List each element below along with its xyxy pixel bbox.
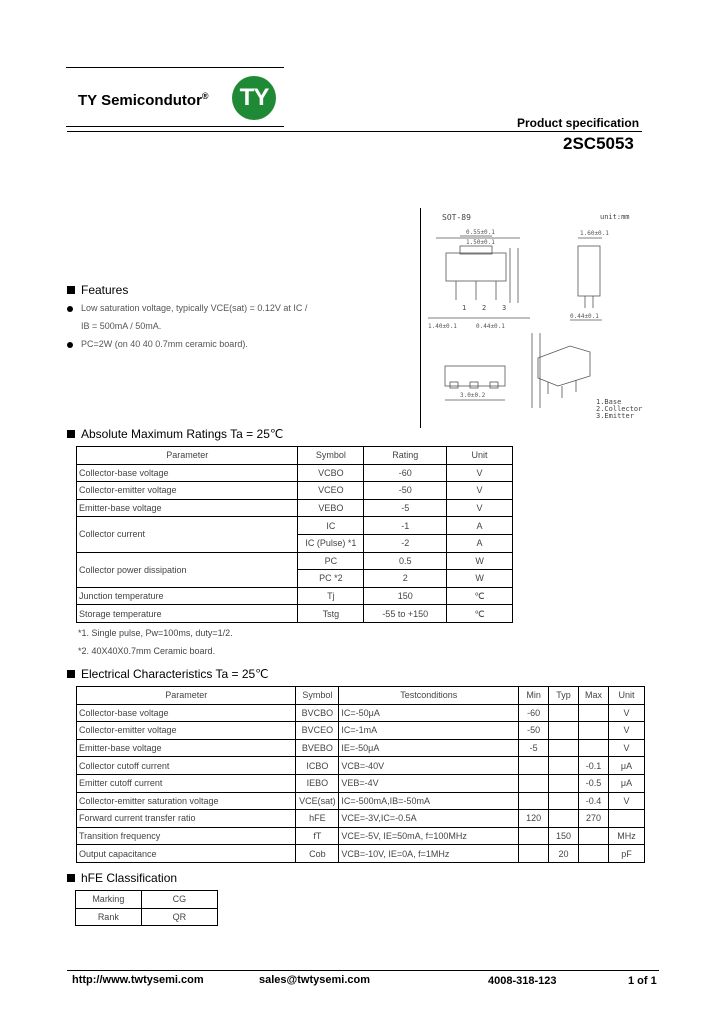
symbol-cell: fT — [296, 827, 339, 845]
cond-cell: VCB=-40V — [339, 757, 519, 775]
hfe-title: hFE Classification — [81, 871, 178, 885]
symbol-cell: PC *2 — [298, 570, 364, 588]
table-row — [77, 482, 513, 500]
cond-cell: IC=-500mA,IB=-50mA — [339, 792, 519, 810]
bullet-icon — [67, 342, 73, 348]
electrical-table — [76, 686, 645, 863]
rating-cell: 150 — [364, 587, 447, 605]
table-row — [77, 722, 645, 740]
hfe-label-cell: Rank — [76, 908, 142, 926]
table-row — [77, 464, 513, 482]
rating-cell: -1 — [364, 517, 447, 535]
min-cell — [519, 827, 549, 845]
unit-cell: V — [608, 722, 644, 740]
table-row — [77, 517, 513, 535]
unit-cell: μA — [608, 774, 644, 792]
abs-max-title: Absolute Maximum Ratings Ta = 25℃ — [81, 427, 284, 441]
table-row — [77, 792, 645, 810]
symbol-cell: IC (Pulse) *1 — [298, 534, 364, 552]
features-title: Features — [81, 283, 129, 297]
pin-label-collector: 2.Collector — [596, 405, 643, 413]
unit-cell: V — [608, 739, 644, 757]
symbol-cell: ICBO — [296, 757, 339, 775]
table-row — [77, 757, 645, 775]
table-header-row — [77, 687, 645, 705]
unit-cell: ℃ — [447, 605, 513, 623]
symbol-cell: Cob — [296, 845, 339, 863]
param-cell: Forward current transfer ratio — [77, 810, 296, 828]
cond-cell: VCB=-10V, IE=0A, f=1MHz — [339, 845, 519, 863]
header-cell: Symbol — [296, 687, 339, 705]
rating-cell: 2 — [364, 570, 447, 588]
symbol-cell: Tj — [298, 587, 364, 605]
cond-cell: VCE=-5V, IE=50mA, f=100MHz — [339, 827, 519, 845]
hfe-label-cell: Marking — [76, 891, 142, 909]
max-cell — [579, 739, 609, 757]
symbol-cell: VCE(sat) — [296, 792, 339, 810]
package-unit: unit:mm — [600, 213, 630, 221]
param-cell: Collector-emitter voltage — [77, 482, 298, 500]
unit-cell: V — [608, 704, 644, 722]
typ-cell — [549, 722, 579, 740]
footer-url[interactable]: http://www.twtysemi.com — [72, 974, 204, 986]
min-cell — [519, 757, 549, 775]
table-row — [77, 827, 645, 845]
svg-text:1.50±0.1: 1.50±0.1 — [466, 239, 495, 246]
table-row — [77, 587, 513, 605]
symbol-cell: IEBO — [296, 774, 339, 792]
header-cell: Max — [579, 687, 609, 705]
pin-number-1: 1 — [462, 304, 467, 312]
svg-text:0.44±0.1: 0.44±0.1 — [476, 323, 505, 330]
unit-cell: MHz — [608, 827, 644, 845]
unit-cell: ℃ — [447, 587, 513, 605]
symbol-cell: VCBO — [298, 464, 364, 482]
symbol-cell: IC — [298, 517, 364, 535]
svg-text:1.40±0.1: 1.40±0.1 — [428, 323, 457, 330]
abs-max-note-2: *2. 40X40X0.7mm Ceramic board. — [78, 646, 216, 656]
param-cell: Collector current — [77, 517, 298, 552]
unit-cell: V — [447, 464, 513, 482]
unit-cell: V — [608, 792, 644, 810]
cond-cell: IE=-50μA — [339, 739, 519, 757]
typ-cell — [549, 792, 579, 810]
rating-cell: -50 — [364, 482, 447, 500]
unit-cell: A — [447, 517, 513, 535]
footer-email[interactable]: sales@twtysemi.com — [259, 974, 370, 986]
hfe-value-cell: CG — [141, 891, 217, 909]
electrical-title: Electrical Characteristics Ta = 25℃ — [81, 667, 269, 681]
unit-cell — [608, 810, 644, 828]
brand-name — [78, 91, 209, 109]
table-row — [77, 810, 645, 828]
unit-cell: W — [447, 552, 513, 570]
header-cell: Unit — [608, 687, 644, 705]
table-row — [76, 908, 218, 926]
cond-cell: VCE=-3V,IC=-0.5A — [339, 810, 519, 828]
pin-number-3: 3 — [502, 304, 507, 312]
max-cell: -0.5 — [579, 774, 609, 792]
table-row — [76, 891, 218, 909]
spec-rule — [67, 131, 642, 132]
rating-cell: -55 to +150 — [364, 605, 447, 623]
unit-cell: V — [447, 499, 513, 517]
header-rule-top — [66, 67, 284, 68]
brand-text: TY Semicondutor — [78, 92, 202, 109]
symbol-cell: VCEO — [298, 482, 364, 500]
registered-mark: ® — [201, 91, 209, 101]
pin-label-emitter: 3.Emitter — [596, 412, 634, 420]
svg-text:0.55±0.1: 0.55±0.1 — [466, 229, 495, 236]
header-cell: Parameter — [77, 447, 298, 465]
cond-cell: IC=-1mA — [339, 722, 519, 740]
hfe-table — [75, 890, 218, 926]
param-cell: Collector-emitter saturation voltage — [77, 792, 296, 810]
table-row — [77, 552, 513, 570]
section-square-icon — [67, 286, 75, 294]
hfe-heading — [67, 871, 177, 885]
min-cell: -50 — [519, 722, 549, 740]
param-cell: Emitter-base voltage — [77, 499, 298, 517]
table-row — [77, 774, 645, 792]
param-cell: Collector-base voltage — [77, 464, 298, 482]
table-row — [77, 605, 513, 623]
header-cell: Testconditions — [339, 687, 519, 705]
svg-text:0.44±0.1: 0.44±0.1 — [570, 313, 599, 320]
header-cell: Rating — [364, 447, 447, 465]
table-row — [77, 499, 513, 517]
table-header-row — [77, 447, 513, 465]
typ-cell — [549, 810, 579, 828]
symbol-cell: BVEBO — [296, 739, 339, 757]
symbol-cell: BVCEO — [296, 722, 339, 740]
param-cell: Collector-base voltage — [77, 704, 296, 722]
min-cell — [519, 774, 549, 792]
min-cell — [519, 845, 549, 863]
feature-item-1: Low saturation voltage, typically VCE(sat) = 0.12V at IC / — [67, 303, 307, 313]
param-cell: Collector power dissipation — [77, 552, 298, 587]
feature-item-1-cont: IB = 500mA / 50mA. — [81, 321, 162, 331]
company-logo: TY — [232, 76, 276, 120]
header-cell: Min — [519, 687, 549, 705]
rating-cell: -5 — [364, 499, 447, 517]
table-row — [77, 739, 645, 757]
abs-max-heading — [67, 427, 283, 441]
typ-cell — [549, 757, 579, 775]
param-cell: Storage temperature — [77, 605, 298, 623]
rating-cell: 0.5 — [364, 552, 447, 570]
param-cell: Collector cutoff current — [77, 757, 296, 775]
product-spec-label: Product specification — [517, 116, 640, 130]
header-rule-bottom — [66, 126, 284, 127]
rating-cell: -2 — [364, 534, 447, 552]
feature-item-2: PC=2W (on 40 40 0.7mm ceramic board). — [67, 339, 248, 349]
hfe-value-cell: QR — [141, 908, 217, 926]
cond-cell: IC=-50μA — [339, 704, 519, 722]
header-cell: Unit — [447, 447, 513, 465]
header-cell: Parameter — [77, 687, 296, 705]
symbol-cell: Tstg — [298, 605, 364, 623]
package-drawing — [420, 208, 643, 428]
cond-cell: VEB=-4V — [339, 774, 519, 792]
rating-cell: -60 — [364, 464, 447, 482]
typ-cell — [549, 704, 579, 722]
typ-cell — [549, 774, 579, 792]
features-heading — [67, 283, 128, 297]
footer-rule — [67, 970, 659, 971]
abs-max-note-1: *1. Single pulse, Pw=100ms, duty=1/2. — [78, 628, 233, 638]
section-square-icon — [67, 670, 75, 678]
header-cell: Typ — [549, 687, 579, 705]
symbol-cell: PC — [298, 552, 364, 570]
table-row — [77, 845, 645, 863]
max-cell — [579, 722, 609, 740]
param-cell: Output capacitance — [77, 845, 296, 863]
typ-cell: 20 — [549, 845, 579, 863]
package-outline-svg — [420, 208, 643, 428]
min-cell: -5 — [519, 739, 549, 757]
max-cell: 270 — [579, 810, 609, 828]
symbol-cell: BVCBO — [296, 704, 339, 722]
unit-cell: pF — [608, 845, 644, 863]
footer-page: 1 of 1 — [628, 975, 657, 987]
table-row — [77, 704, 645, 722]
electrical-heading — [67, 667, 269, 681]
unit-cell: W — [447, 570, 513, 588]
svg-text:1.60±0.1: 1.60±0.1 — [580, 230, 609, 237]
bullet-icon — [67, 306, 73, 312]
package-name: SOT-89 — [442, 213, 471, 222]
pin-number-2: 2 — [482, 304, 487, 312]
min-cell: -60 — [519, 704, 549, 722]
max-cell — [579, 845, 609, 863]
unit-cell: V — [447, 482, 513, 500]
unit-cell: A — [447, 534, 513, 552]
section-square-icon — [67, 430, 75, 438]
param-cell: Transition frequency — [77, 827, 296, 845]
param-cell: Emitter-base voltage — [77, 739, 296, 757]
header-cell: Symbol — [298, 447, 364, 465]
symbol-cell: VEBO — [298, 499, 364, 517]
param-cell: Collector-emitter voltage — [77, 722, 296, 740]
param-cell: Emitter cutoff current — [77, 774, 296, 792]
footer-phone: 4008-318-123 — [488, 975, 557, 987]
unit-cell: μA — [608, 757, 644, 775]
param-cell: Junction temperature — [77, 587, 298, 605]
pin-label-base: 1.Base — [596, 398, 622, 406]
symbol-cell: hFE — [296, 810, 339, 828]
svg-text:3.0±0.2: 3.0±0.2 — [460, 392, 486, 399]
max-cell — [579, 704, 609, 722]
min-cell: 120 — [519, 810, 549, 828]
max-cell: -0.4 — [579, 792, 609, 810]
part-number: 2SC5053 — [563, 134, 634, 153]
typ-cell: 150 — [549, 827, 579, 845]
max-cell — [579, 827, 609, 845]
typ-cell — [549, 739, 579, 757]
section-square-icon — [67, 874, 75, 882]
max-cell: -0.1 — [579, 757, 609, 775]
min-cell — [519, 792, 549, 810]
abs-max-table — [76, 446, 513, 623]
